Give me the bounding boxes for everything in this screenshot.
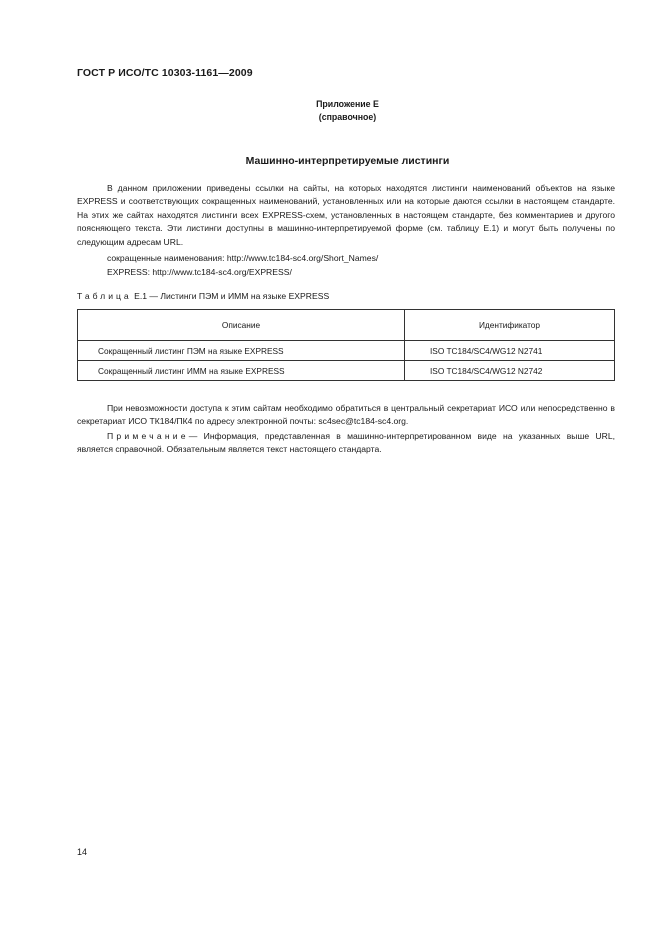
note-paragraph	[77, 430, 615, 457]
cell-description: Сокращенный листинг ИММ на языке EXPRESS	[78, 361, 405, 381]
note-label: Примечание	[107, 431, 189, 441]
url-express: EXPRESS: http://www.tc184-sc4.org/EXPRESS/	[107, 267, 292, 277]
contact-paragraph: При невозможности доступа к этим сайтам необходимо обратиться в центральный секретариат ИСО или непосредственно в секретариат ИСО ТК184/ПК4 по адресу электронной почты: sc4sec@tc184-sc4.org.	[77, 403, 615, 427]
table-caption-text: Е.1 — Листинги ПЭМ и ИММ на языке EXPRESS	[134, 291, 330, 301]
url-short-names: сокращенные наименования: http://www.tc184-sc4.org/Short_Names/	[107, 253, 379, 263]
header-identifier: Идентификатор	[405, 310, 615, 341]
table-header-row	[78, 310, 615, 341]
listings-table	[77, 309, 615, 381]
intro-paragraph: В данном приложении приведены ссылки на сайты, на которых находятся листинги наименований объектов на языке EXPRESS и соответствующих сокращенных наименований, установленных или на которые даются ссылки в настоящем стандарте. На этих же сайтах находятся листинги всех EXPRESS-схем, установленных в настоящем стандарте, без комментариев и другого поясняющего текста. Эти листинги доступны в машинно-интерпретируемой форме (см. таблицу Е.1) и могут быть получены по следующим адресам URL.	[77, 183, 615, 247]
annex-label: Приложение Е	[316, 99, 379, 109]
cell-identifier: ISO TC184/SC4/WG12 N2741	[405, 341, 615, 361]
note-text: — Информация, представленная в машинно-интерпретированном виде на указанных выше URL, является справочной. Обязательным является текст настоящего стандарта.	[77, 431, 615, 455]
table-row	[78, 361, 615, 381]
annex-heading	[0, 98, 661, 124]
cell-identifier: ISO TC184/SC4/WG12 N2742	[405, 361, 615, 381]
table-caption	[77, 291, 329, 301]
annex-type: (справочное)	[318, 112, 377, 122]
section-title: Машинно-интерпретируемые листинги	[245, 155, 450, 167]
cell-description: Сокращенный листинг ПЭМ на языке EXPRESS	[78, 341, 405, 361]
document-header: ГОСТ Р ИСО/ТС 10303-1161—2009	[77, 67, 253, 79]
header-description: Описание	[78, 310, 405, 341]
page-number: 14	[77, 847, 88, 857]
table-caption-label: Таблица	[77, 291, 132, 301]
table-row	[78, 341, 615, 361]
